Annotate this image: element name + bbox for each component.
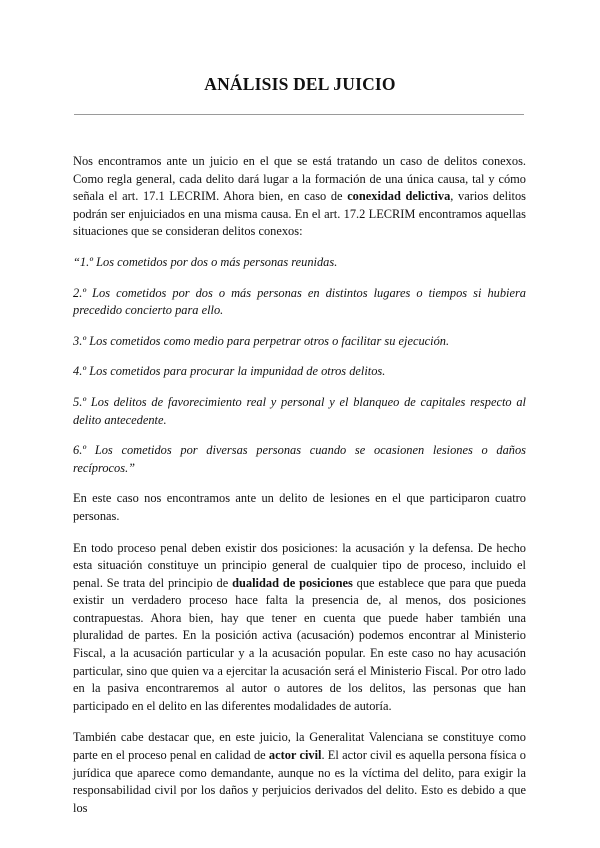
document-title: ANÁLISIS DEL JUICIO (204, 74, 396, 94)
paragraph-text: También cabe destacar que, en este juicio, la Generalitat Valenciana se constituye como parte en el proceso penal en calidad de (73, 730, 526, 763)
paragraph-text: que establece que para que pueda existir un verdadero proceso hace falta la presencia de, al menos, dos posiciones contrapuestas. Ahora bien, hay que tener en cuenta que puede haber también una pluralidad de partes. En la posición activa (acusación) podemos encontrar al Ministerio Fiscal, a la acusación particular y a la acusación popular. En este caso no hay acusación particular, sino que quien va a ejercitar la acusación será el Ministerio Fiscal. Por otro lado en la pasiva encontraremos al autor o autores de los delitos, las personas que han participado en el delito en las diferentes modalidades de autoría. (73, 575, 526, 713)
quoted-item-5: 5.º Los delitos de favorecimiento real y personal y el blanqueo de capitales respecto al delito antecedente. (73, 394, 526, 427)
paragraph-case: En este caso nos encontramos ante un delito de lesiones en el que participaron cuatro personas. (73, 491, 526, 523)
paragraph-intro (73, 153, 526, 241)
bold-term: conexidad delictiva (347, 189, 451, 204)
quoted-item-3: 3.º Los cometidos como medio para perpetrar otros o facilitar su ejecución. (73, 333, 450, 348)
paragraph-text: , varios delitos podrán ser enjuiciados en una misma causa. En el art. 17.2 LECRIM encontramos aquellas situaciones que se consideran delitos conexos: (73, 189, 526, 239)
document-body (73, 153, 526, 830)
paragraph-dualidad (73, 540, 526, 716)
bold-term: dualidad de posiciones (232, 575, 353, 590)
quoted-item-1: “1.º Los cometidos por dos o más personas reunidas. (73, 254, 338, 269)
paragraph-text: Nos encontramos ante un juicio en el que se está tratando un caso de delitos conexos. Como regla general, cada delito dará lugar a la formación de una única causa, tal y cómo señala el art. 17.1 LECRIM. Ahora bien, en caso de (73, 154, 526, 204)
paragraph-actor-civil (73, 729, 526, 817)
quoted-item-4: 4.º Los cometidos para procurar la impunidad de otros delitos. (73, 364, 386, 379)
paragraph-text: . El actor civil es aquella persona física o jurídica que aparece como demandante, aunque no es la víctima del delito, para exigir la responsabilidad civil por los daños y perjuicios derivados del delito. Esto es debido a que los (73, 748, 526, 815)
paragraph-text: En todo proceso penal deben existir dos posiciones: la acusación y la defensa. De hecho esta situación constituye un principio general de cualquier tipo de proceso, incluido el penal. Se trata del principio de (73, 540, 526, 590)
quoted-item-6: 6.º Los cometidos por diversas personas cuando se ocasionen lesiones o daños recíprocos.” (73, 443, 526, 475)
quoted-item-2: 2.º Los cometidos por dos o más personas en distintos lugares o tiempos si hubiera precedido concierto para ello. (73, 285, 526, 318)
title-divider (74, 114, 524, 115)
bold-term: actor civil (268, 748, 322, 763)
